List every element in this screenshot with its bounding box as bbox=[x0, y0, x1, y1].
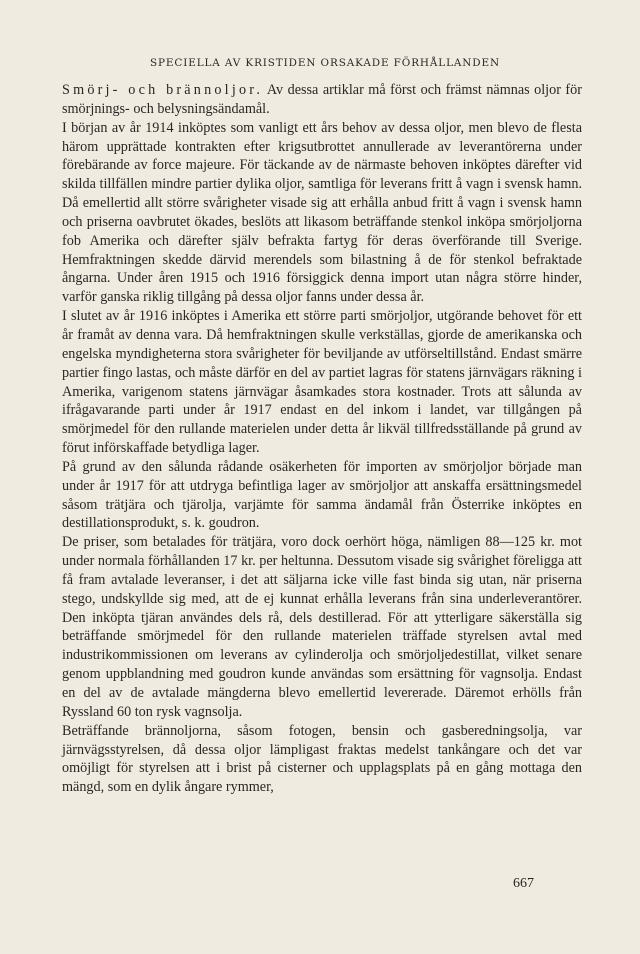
page-number: 667 bbox=[513, 876, 534, 891]
paragraph: Beträffande brännoljorna, såsom fotogen, bensin och gasberedningsolja, var järnvägsstyrelsen, då dessa oljor lämpligast fraktas medelst tankångare och det var omöjligt för styrelsen att i brist på cisterner och upplagsplats på en gång mottaga den mängd, som en dylik ångare rymmer, bbox=[62, 722, 582, 796]
paragraph-text: Av dessa artiklar må först och främst nämnas oljor för smörjnings- och belysningsändamål. bbox=[62, 82, 582, 117]
section-heading: Smörj- och brännoljor. bbox=[62, 82, 264, 98]
paragraph: På grund av den sålunda rådande osäkerheten för importen av smörjoljor började man under år 1917 för att utdryga befintliga lager av smörjoljor att anskaffa ersättningsmedel såsom trätjära och tjärolja, varjämte för samma ändamål från Österrike inköptes en destillationsprodukt, s. k. goudron. bbox=[62, 458, 582, 532]
paragraph: I slutet av år 1916 inköptes i Amerika ett större parti smörjoljor, utgörande behovet för ett år framåt av denna vara. Då hemfraktningen skulle verkställas, gjorde de amerikanska och engelska myndigheterna stora svårigheter för beviljande av utförseltillstånd. Endast smärre partier fingo lastas, och måste därför en del av partiet lagras för statens järnvägars räkning i Amerika, varigenom statens järnvägar åsamkades stora kostnader. Trots att sålunda av ifrågavarande parti under år 1917 endast en del inkom i landet, var tillgången på smörjmedel för den rullande materielen under detta år likväl tillfredsställande på grund av förut införskaffade betydliga lager. bbox=[62, 308, 582, 457]
running-head: SPECIELLA AV KRISTIDEN ORSAKADE FÖRHÅLLANDEN bbox=[149, 57, 501, 69]
paragraph: I början av år 1914 inköptes som vanligt ett års behov av dessa oljor, men blevo de flesta härom upprättade kontrakten efter krigsutbrottet annullerade av leverantörerna under förebärande av force majeure. För täckande av de närmaste behoven inköptes därefter vid skilda tillfällen mindre partier dylika oljor, samtliga för leverans fritt å vagn i svensk hamn. Då emellertid allt större svårigheter visade sig att erhålla anbud fritt å vagn i svensk hamn och priserna oavbrutet ökades, beslöts att likasom beträffande stenkol inköpa smörjoljorna fob Amerika och därefter själv befrakta fartyg för deras överförande till Sverige. Hemfraktningen skedde därvid merendels som bilastning å de för stenkol befraktade ångarna. Under åren 1915 och 1916 försiggick denna import utan några större hinder, varför ganska riklig tillgång på dessa oljor fanns under dessa år. bbox=[62, 119, 582, 306]
body-text bbox=[62, 81, 582, 797]
paragraph bbox=[62, 81, 582, 119]
paragraph: De priser, som betalades för trätjära, voro dock oerhört höga, nämligen 88—125 kr. mot under normala förhållanden 17 kr. per heltunna. Dessutom visade sig svårighet föreligga att få fram avtalade leveranser, i det att säljarna icke ville fast binda sig utan, när priserna stego, undskyllde sig med, att de ej kunnat erhålla leverans från sina underleverantörer. Den inköpta tjäran användes dels rå, dels destillerad. För att ytterligare säkerställa sig beträffande smörjmedel för den rullande materielen träffade styrelsen avtal med industrikommissionen om leverans av cylinderolja och smörjoljedestillat, vilket senare genom uppblandning med goudron kunde användas som ersättning för vagnsolja. Endast en del av de avtalade mängderna blevo emellertid levererade. Däremot erhölls från Ryssland 60 ton rysk vagnsolja. bbox=[62, 534, 582, 720]
